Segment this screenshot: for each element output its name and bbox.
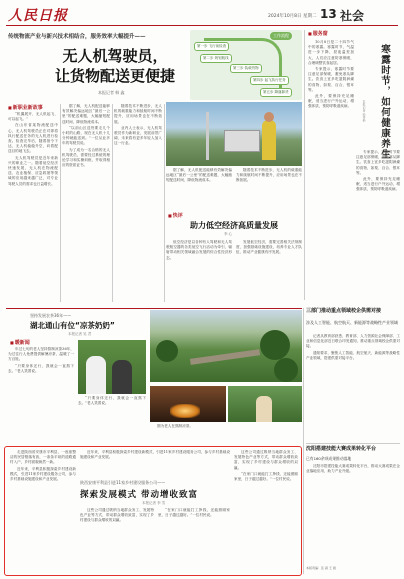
bottom-headline[interactable]: 探索发展模式 带动增收致富 xyxy=(80,490,198,500)
paragraph: 在山东省某物流配送中心，无人机驾驶员正在对即将执行配送任务的无人机进行检查。检查完毕后，随着指令下达，无人机稳稳升空，向着配送目的地飞去。 xyxy=(8,123,58,154)
paragraph: 专家提示，寒露时节要注意足部保暖，避免寒从脚生。饮食上宜多吃滋阴润燥的食物，如梨、百合、银耳等。 xyxy=(356,150,400,175)
paragraph: 业内人士表示，无人机驾驶员作为新职业，发展前景广阔，未来将有更多年轻人加入这一行业。 xyxy=(114,125,162,146)
school-enterprise-headline[interactable]: 三部门推动重点领域校企供需对接 xyxy=(306,308,382,314)
paragraph: 沈阳市搭建技能大赛成果转化平台，推动大赛成果在企业落地应用，助力产业升级。 xyxy=(306,464,400,474)
paragraph: 专家提示，寒露时节要注意足部保暖，避免寒从脚生。饮食上宜多吃滋阴润燥的食物，如梨、百合、银耳等。 xyxy=(308,67,354,92)
flow-step: 第二步 规划航线 xyxy=(200,54,232,63)
paragraph: 据了解，无人机配送能够有效解决偏远地区“最后一公里”的配送难题，大幅缩短配送时间，降低物流成本。 xyxy=(62,104,110,124)
school-enterprise-body xyxy=(306,334,400,442)
mid-photo-caption xyxy=(150,424,302,440)
masthead xyxy=(6,4,398,26)
photo-road xyxy=(190,349,260,365)
paragraph: “以前山区送货要走几个小时的山路，现在无人机十几分钟就能送到。”一位从业多年的驾驶员说。 xyxy=(62,125,110,146)
column-rule xyxy=(303,308,304,574)
shenyang-body xyxy=(306,464,400,564)
photo-person xyxy=(256,396,272,422)
workflow-graphic xyxy=(190,30,302,100)
quick-review-title[interactable]: 助力低空经济高质量发展 xyxy=(190,221,278,230)
photo-person xyxy=(112,360,132,394)
page-footer-editors: 本版责编：张 颖 王 晨 xyxy=(306,566,336,570)
photo-person-head xyxy=(264,112,274,122)
paragraph: 此外，要保持充足睡眠，适当进行户外运动，增强体质，预防呼吸道疾病。 xyxy=(308,94,354,109)
paragraph: 发展低空经济，需要完善相关法规制度，加强基础设施建设，培养专业人才队伍，推动产业健康有序发展。 xyxy=(236,240,302,255)
paragraph: 这些公司通过吸纳当地群众务工、发展特色产业等方式，带动群众增收致富，实现了乡村建设与群众增收的双赢。 xyxy=(234,450,298,470)
paragraph: 近年来，平利县积极探索乡村建设新模式，引进11家乡村建设服务公司，参与乡村基础设施建设和产业发展。 xyxy=(10,466,76,482)
paragraph: 无人机驾驶员是近年来新兴的职业之一。随着低空经济快速发展，无人机在物流配送、农业植保、应急救援等领域的应用越来越广泛，对专业驾驶人员的需求也日益增长。 xyxy=(8,155,58,186)
photo-tree xyxy=(260,330,290,360)
lead-body-col5 xyxy=(236,168,302,214)
lead-headline[interactable] xyxy=(30,46,200,86)
photo-caption: 图为老人在熬制凉茶。 xyxy=(157,424,193,428)
photo-pole xyxy=(206,112,209,160)
mid-author: 本报记者 吴 君 xyxy=(68,332,92,336)
tea-grandma-photo[interactable] xyxy=(78,340,146,394)
section-tag-new-jobs: ■ 新职业新故事 xyxy=(8,104,43,111)
tea-brewing-photo[interactable] xyxy=(150,386,226,422)
health-article-title[interactable]: 寒露时节，如何健康养生 xyxy=(379,44,390,160)
paragraph: 记者从教育部获悉，教育部、人力资源社会保障部、工业和信息化部近日联合印发通知，推动重点领域校企供需对接。 xyxy=(306,334,400,349)
paragraph: 通知要求，聚焦人工智能、航空航天、新能源等战略性产业领域，搭建供需对接平台。 xyxy=(306,350,400,360)
right-column-body xyxy=(308,40,354,302)
section-name: 社会 xyxy=(340,9,365,23)
paragraph: 近年来，平利县积极探索乡村建设新模式，引进11家乡村建设服务公司，参与乡村基础设施建设和产业发展。 xyxy=(80,450,230,460)
paragraph: 走进陕西省安康市平利县，一座座整洁的民居错落有致，一条条平坦的道路通村入户，乡村面貌焕然一新。 xyxy=(10,450,76,465)
column-rule xyxy=(112,104,113,302)
bottom-body-mid2 xyxy=(158,508,230,572)
paragraph: 随着技术不断进步，无人机的载重能力和续航时间不断提升，应用场景也在不断拓展。 xyxy=(236,168,302,183)
flow-step: 第一步 飞行前检查 xyxy=(194,42,229,51)
flow-badge: 工作流程 xyxy=(270,32,292,40)
section-divider xyxy=(6,308,302,309)
lead-kicker: 传统物流产业与新兴技术相结合，服务效率大幅提升—— xyxy=(8,34,146,40)
lead-body-col2 xyxy=(62,104,110,302)
newspaper-logo[interactable]: 人民日报 xyxy=(8,8,68,24)
column-rule xyxy=(164,104,165,302)
bottom-body-mid1 xyxy=(80,508,154,572)
right-column-body-2 xyxy=(356,150,400,302)
paragraph: 年过七旬的老人坚持熬制凉茶36年，为过往行人免费提供解暑凉茶，温暖了一方百姓。 xyxy=(8,347,74,362)
section-tag-warm-news: ■ 暖新闻 xyxy=(10,339,30,346)
bottom-body-top xyxy=(80,450,230,478)
column-rule xyxy=(60,104,61,302)
school-enterprise-subhead: 涉及人工智能、航空航天、新能源等战略性产业领域 xyxy=(306,320,398,325)
flow-step: 第五步 降落卸货 xyxy=(260,88,292,97)
mid-kicker: 坚持发展农茶36年—— xyxy=(30,313,72,318)
quick-review-body-col1 xyxy=(166,240,232,302)
lead-headline-line1: 无人机驾驶员， xyxy=(62,47,168,65)
mid-body-col1 xyxy=(8,347,74,441)
paragraph: “在家门口就能打工挣钱，还能照顾家里，日子越过越好。”一位村民说。 xyxy=(234,471,298,482)
section-tag-service: ■ 服务窗 xyxy=(308,30,328,37)
bottom-author: 本报记者 李 雪 xyxy=(142,501,166,505)
photo-tree xyxy=(274,358,298,382)
photo-person xyxy=(86,356,106,394)
lead-body-col4 xyxy=(166,168,232,214)
paragraph: 此外，要保持充足睡眠，适当进行户外运动，增强体质，预防呼吸道疾病。 xyxy=(356,177,400,192)
paragraph: “只要身体还行，我就会一直熬下去。”老人笑着说。 xyxy=(78,396,146,406)
bottom-body-left xyxy=(10,450,76,572)
tea-worker-photo[interactable] xyxy=(228,386,302,422)
paragraph: 随着技术不断进步，无人机的载重能力和续航时间不断提升，应用场景也在不断拓展。 xyxy=(114,104,162,124)
lead-byline: 本报记者 韩 鑫 xyxy=(98,90,125,95)
lead-body-col1 xyxy=(8,112,58,302)
health-article-author: 本报记者 孙秀艳 xyxy=(362,100,366,122)
photo-fire xyxy=(170,404,200,418)
photo-tree xyxy=(156,340,178,362)
shenyang-headline[interactable]: 沈阳搭建技能大赛成果转化平台 xyxy=(306,446,377,452)
quick-review-body-col2 xyxy=(236,240,302,302)
shenyang-subhead: 已有160余项成果推动落地 xyxy=(306,456,352,461)
issue-date: 2024年10月8日 星期二 xyxy=(268,14,317,19)
section-tag-quick-review: ■ 快评 xyxy=(168,212,183,219)
flow-step: 第三步 装载货物 xyxy=(230,64,262,73)
bottom-kicker: 陕西安康平利县引进11家乡村建设服务公司—— xyxy=(80,480,166,485)
bottom-body-right xyxy=(234,450,298,572)
photo-equipment xyxy=(224,130,260,152)
paragraph: 10月8日是二十四节气中的寒露。寒露时节，气温进一步下降，昼夜温差加大，人们应注意防寒保暖，合理调整饮食起居。 xyxy=(308,40,354,65)
mid-headline[interactable]: 湖北通山有位“凉茶奶奶” xyxy=(30,321,115,330)
mountain-village-photo[interactable] xyxy=(150,310,302,382)
paragraph: “只要身体还行，我就会一直熬下去。”老人笑着说。 xyxy=(8,363,74,373)
lead-body-col3 xyxy=(114,104,162,302)
paragraph: “在家门口就能打工挣钱，还能照顾家里，日子越过越好。”一位村民说。 xyxy=(158,508,230,518)
paragraph: “机翼展开、无人机起飞、可以起飞。” xyxy=(8,112,58,122)
quick-review-author: 李 心 xyxy=(224,232,233,236)
mid-body-col2 xyxy=(78,396,146,442)
flow-step: 第四步 起飞执行任务 xyxy=(250,76,289,85)
photo-person xyxy=(262,120,276,160)
paragraph: 据了解，无人机配送能够有效解决偏远地区“最后一公里”的配送难题，大幅缩短配送时间，降低物流成本。 xyxy=(166,168,232,183)
divider xyxy=(306,443,400,444)
paragraph: 这些公司通过吸纳当地群众务工、发展特色产业等方式，带动群众增收致富，实现了乡村建设与群众增收的双赢。 xyxy=(80,508,154,523)
drone-delivery-photo[interactable] xyxy=(166,102,302,166)
paragraph: 低空经济是以各种有人驾驶和无人驾驶航空器的各类低空飞行活动为牵引，辐射带动相关领域融合发展的综合性经济形态。 xyxy=(166,240,232,260)
lead-headline-line2: 让货物配送更便捷 xyxy=(54,67,175,85)
page-number: 13 xyxy=(320,7,337,21)
paragraph: 为了成为一名合格的无人机驾驶员，需要经过系统的理论学习和实操训练，并取得相应的资质证书。 xyxy=(62,147,110,168)
